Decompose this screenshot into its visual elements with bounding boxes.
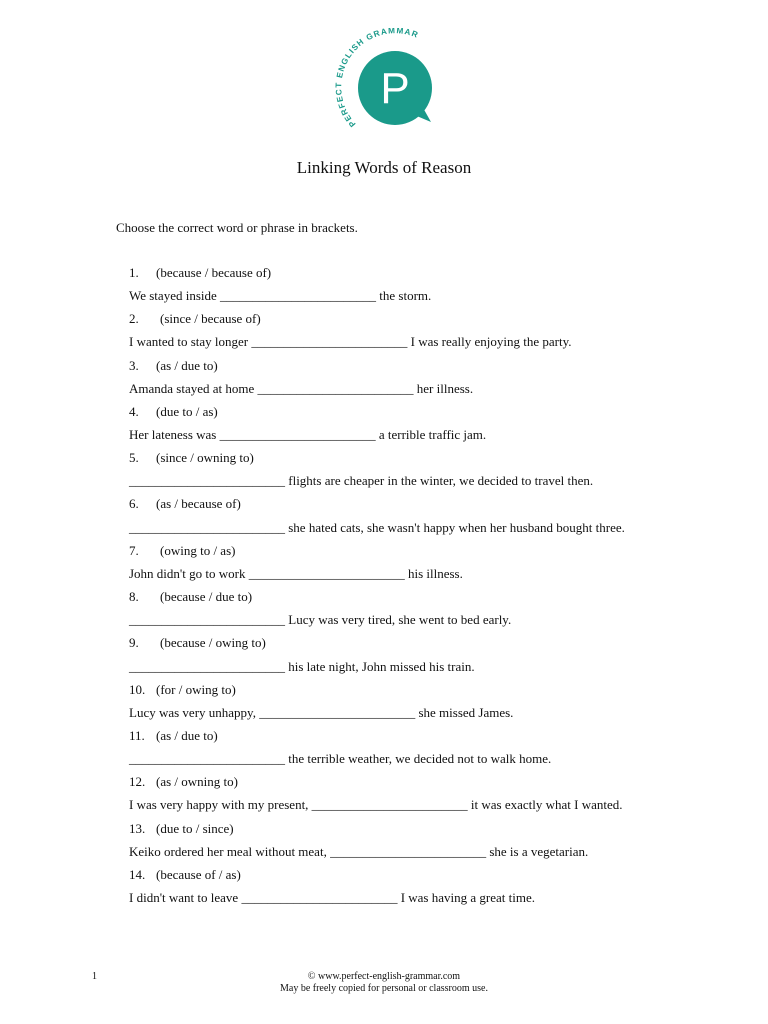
exercise-options: (because of / as)	[156, 866, 241, 882]
perfect-english-grammar-logo	[328, 28, 440, 128]
exercise-options-line	[129, 635, 729, 658]
exercise-sentence: ________________________ Lucy was very tired, she went to bed early.	[129, 612, 512, 628]
exercise-sentence: I didn't want to leave ________________________ I was having a great time.	[129, 890, 535, 905]
instructions: Choose the correct word or phrase in brackets.	[116, 220, 358, 235]
exercise-sentence: I wanted to stay longer ________________________ I was really enjoying the party.	[129, 334, 572, 350]
exercise-options-line	[129, 311, 729, 334]
exercise-options: (as / due to)	[156, 357, 218, 373]
exercise-sentence: Her lateness was ________________________ a terrible traffic jam.	[129, 427, 487, 443]
exercise-sentence: I was very happy with my present, ________________________ it was exactly what I wanted.	[129, 797, 623, 813]
exercise-number: 6.	[129, 496, 139, 512]
exercise-options: (as / because of)	[156, 496, 241, 512]
exercise-options-line	[129, 589, 729, 612]
copyright-text: © www.perfect-english-grammar.com	[307, 971, 461, 982]
exercise-options-line	[129, 728, 729, 751]
exercise-sentence: We stayed inside ________________________ the storm.	[129, 288, 432, 304]
page-number: 1	[92, 971, 97, 982]
exercise-number: 9.	[129, 635, 139, 651]
exercise-options: (as / owning to)	[156, 774, 238, 790]
exercise-item	[129, 543, 729, 589]
exercise-options-line	[129, 496, 729, 519]
exercise-item	[129, 404, 729, 450]
exercise-options: (as / due to)	[156, 727, 218, 743]
logo-letter: P	[380, 64, 410, 113]
exercise-item	[129, 589, 729, 635]
exercise-number: 10.	[129, 681, 146, 697]
exercise-number: 3.	[129, 357, 139, 373]
exercise-number: 5.	[129, 450, 139, 466]
exercise-item	[129, 496, 729, 542]
exercise-options-line	[129, 774, 729, 797]
exercise-options-line	[129, 265, 729, 288]
exercise-number: 7.	[129, 542, 139, 558]
exercise-options-line	[129, 543, 729, 566]
exercise-number: 13.	[129, 820, 146, 836]
exercise-options: (owing to / as)	[160, 542, 236, 558]
exercise-number: 12.	[129, 774, 146, 790]
exercise-sentence: Lucy was very unhappy, ________________________ she missed James.	[129, 704, 514, 720]
exercise-item	[129, 728, 729, 774]
exercise-item	[129, 682, 729, 728]
exercise-item	[129, 774, 729, 820]
exercise-item	[129, 358, 729, 404]
exercise-options: (because / due to)	[160, 589, 253, 605]
exercise-item	[129, 311, 729, 357]
exercise-options-line	[129, 867, 729, 890]
exercise-options: (because / owing to)	[160, 635, 266, 651]
license-text: May be freely copied for personal or classroom use.	[280, 983, 488, 994]
logo-brand-text: PERFECT ENGLISH GRAMMAR	[334, 28, 421, 128]
exercise-item	[129, 867, 729, 913]
footer	[0, 971, 768, 995]
exercise-options-line	[129, 682, 729, 705]
exercise-sentence: ________________________ flights are cheaper in the winter, we decided to travel then.	[129, 473, 594, 489]
exercise-number: 14.	[129, 866, 146, 882]
exercise-options: (since / owning to)	[156, 450, 254, 466]
exercise-options: (since / because of)	[160, 311, 261, 327]
exercise-sentence: ________________________ his late night, John missed his train.	[129, 658, 475, 674]
exercise-item	[129, 635, 729, 681]
exercise-sentence: ________________________ the terrible weather, we decided not to walk home.	[129, 751, 552, 767]
exercise-sentence: Amanda stayed at home ________________________ her illness.	[129, 380, 474, 396]
exercise-item	[129, 821, 729, 867]
exercise-sentence: Keiko ordered her meal without meat, ________________________ she is a vegetarian.	[129, 843, 589, 859]
exercise-number: 11.	[129, 727, 145, 743]
exercise-options: (due to / since)	[156, 820, 234, 836]
exercise-list	[129, 265, 729, 913]
exercise-sentence: ________________________ she hated cats, she wasn't happy when her husband bought three.	[129, 519, 625, 535]
exercise-number: 8.	[129, 589, 139, 605]
exercise-options: (for / owing to)	[156, 681, 236, 697]
exercise-options: (because / because of)	[156, 265, 272, 280]
exercise-number: 2.	[129, 311, 139, 327]
exercise-options: (due to / as)	[156, 403, 218, 419]
worksheet-title: Linking Words of Reason	[296, 158, 472, 177]
exercise-options-line	[129, 821, 729, 844]
exercise-options-line	[129, 358, 729, 381]
exercise-number: 4.	[129, 403, 139, 419]
exercise-options-line	[129, 404, 729, 427]
exercise-sentence: John didn't go to work ________________________ his illness.	[129, 565, 463, 581]
exercise-item	[129, 450, 729, 496]
exercise-number: 1.	[129, 265, 139, 280]
exercise-options-line	[129, 450, 729, 473]
exercise-item	[129, 265, 729, 311]
